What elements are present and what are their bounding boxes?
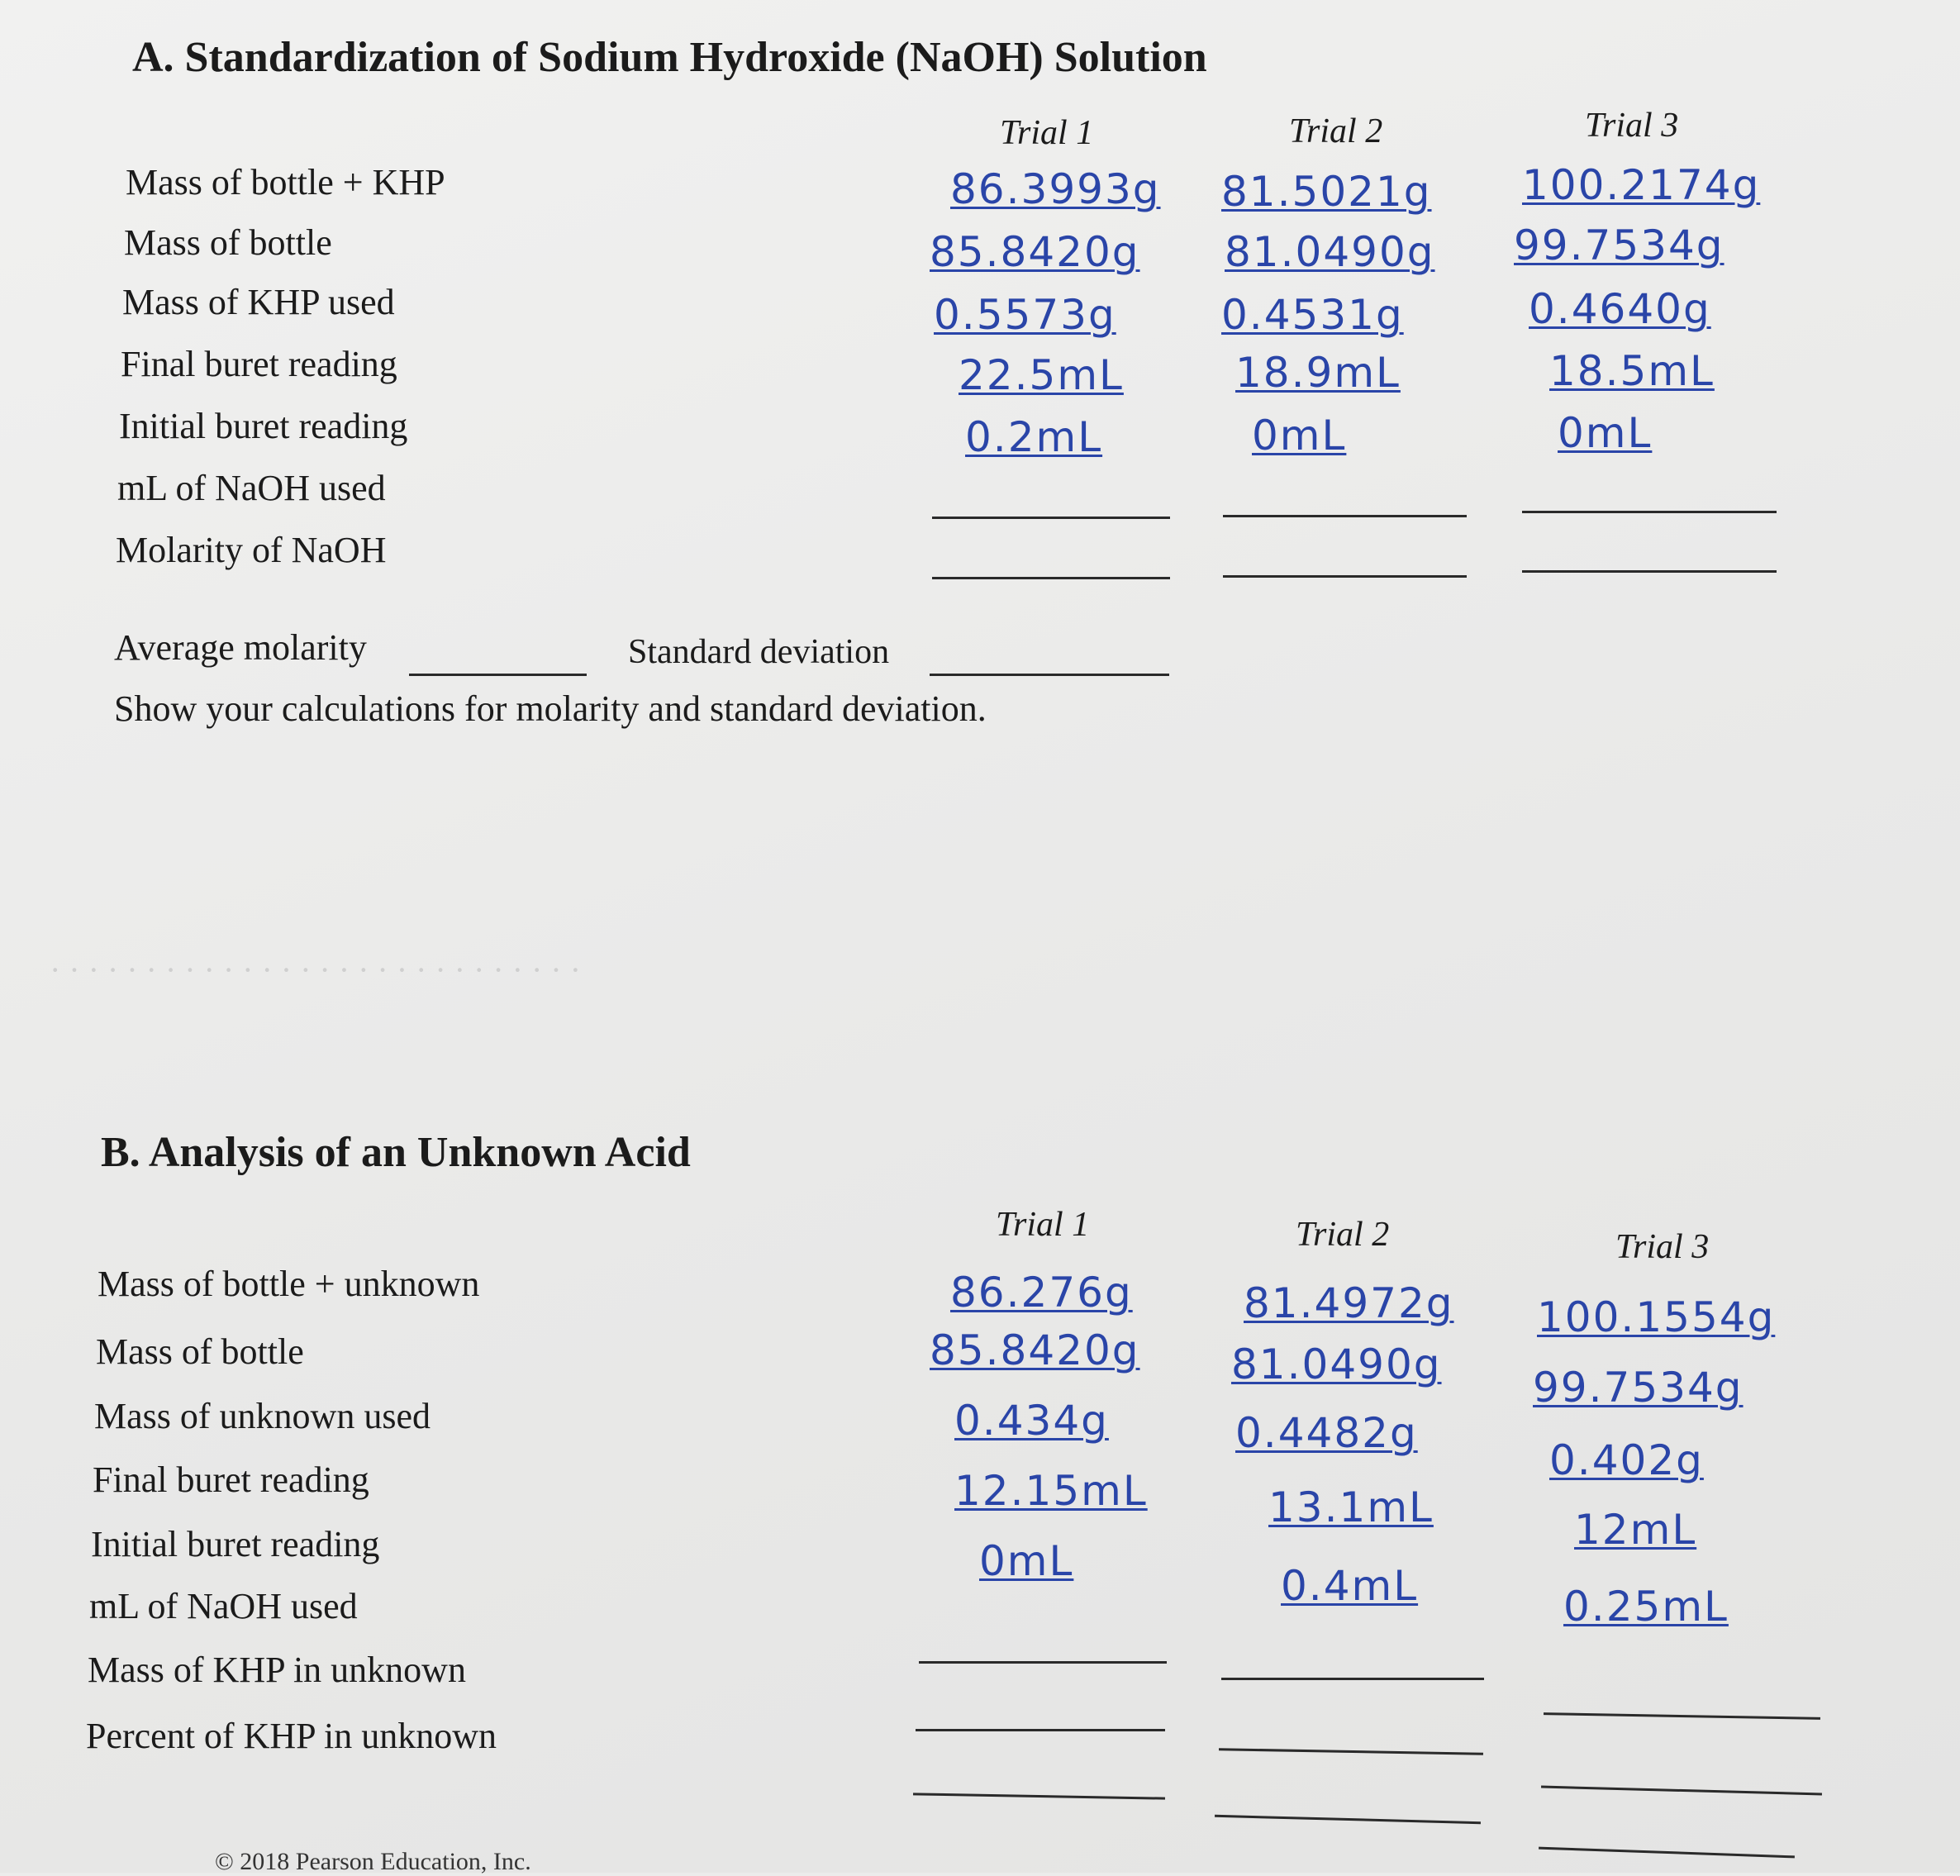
section-a-row-label: Final buret reading (121, 344, 397, 384)
section-a-value-cell: 81.0490g (1225, 228, 1435, 276)
answer-blank[interactable] (1221, 1678, 1484, 1680)
section-b-value-cell: 0mL (979, 1537, 1074, 1585)
section-a-row-label: mL of NaOH used (117, 468, 386, 508)
bleed-through-text: · · · · · · · · · · · · · · · · · · · · · · · · · · · · (50, 951, 581, 988)
section-a-row-label: Mass of bottle + KHP (126, 162, 445, 202)
section-a-trial-2-header: Trial 2 (1289, 112, 1383, 150)
answer-blank[interactable] (919, 1661, 1167, 1664)
section-b-row-label: Mass of bottle (96, 1331, 304, 1372)
answer-blank[interactable] (1219, 1748, 1483, 1755)
section-b-value-cell: 0.4482g (1235, 1409, 1418, 1457)
section-a-value-cell: 0.4531g (1221, 291, 1404, 339)
answer-blank[interactable] (1215, 1815, 1481, 1824)
section-a-title: A. Standardization of Sodium Hydroxide (NaOH) Solution (132, 34, 1207, 81)
section-a-row-label: Mass of bottle (124, 222, 332, 263)
answer-blank[interactable] (1223, 575, 1467, 578)
section-b-row-label: Mass of bottle + unknown (98, 1264, 480, 1304)
answer-blank[interactable] (916, 1729, 1165, 1731)
section-b-value-cell: 81.0490g (1231, 1340, 1442, 1388)
section-a-value-cell: 0.4640g (1529, 285, 1711, 333)
section-b-row-label: Mass of KHP in unknown (88, 1650, 466, 1690)
section-a-trial-1-header: Trial 1 (1000, 114, 1094, 152)
section-b-value-cell: 12.15mL (954, 1467, 1148, 1515)
answer-blank[interactable] (1522, 570, 1777, 573)
section-b-value-cell: 0.4mL (1281, 1562, 1419, 1610)
section-b-value-cell: 13.1mL (1268, 1483, 1434, 1531)
answer-blank[interactable] (1544, 1712, 1820, 1720)
section-a-value-cell: 86.3993g (950, 165, 1161, 213)
section-a-value-cell: 0.5573g (934, 291, 1116, 339)
answer-blank[interactable] (932, 577, 1170, 579)
section-a-value-cell: 81.5021g (1221, 168, 1432, 216)
answer-blank[interactable] (1541, 1786, 1822, 1796)
section-b-row-label: Percent of KHP in unknown (86, 1716, 497, 1756)
section-b-value-cell: 86.276g (950, 1269, 1133, 1317)
section-b-trial-1-header: Trial 1 (996, 1206, 1090, 1244)
section-b-trial-2-header: Trial 2 (1296, 1216, 1390, 1254)
copyright-footer: © 2018 Pearson Education, Inc. (215, 1848, 531, 1875)
section-a-value-cell: 99.7534g (1514, 221, 1725, 269)
section-a-value-cell: 18.5mL (1549, 347, 1715, 395)
section-b-value-cell: 99.7534g (1533, 1364, 1744, 1412)
section-b-row-label: Initial buret reading (91, 1524, 380, 1564)
section-a-value-cell: 18.9mL (1235, 349, 1401, 397)
calculation-instructions: Show your calculations for molarity and standard deviation. (114, 688, 987, 729)
answer-blank[interactable] (913, 1793, 1165, 1799)
section-b-value-cell: 100.1554g (1537, 1293, 1776, 1341)
standard-deviation-label: Standard deviation (628, 633, 890, 671)
section-a-value-cell: 85.8420g (930, 228, 1140, 276)
section-a-row-label: Initial buret reading (119, 406, 408, 446)
section-a-row-label: Molarity of NaOH (116, 530, 387, 570)
section-b-value-cell: 0.25mL (1563, 1583, 1729, 1631)
section-b-title: B. Analysis of an Unknown Acid (101, 1129, 691, 1176)
section-a-value-cell: 0mL (1558, 409, 1653, 457)
answer-blank[interactable] (1522, 511, 1777, 513)
answer-blank[interactable] (932, 517, 1170, 519)
section-b-value-cell: 0.402g (1549, 1436, 1704, 1484)
section-b-value-cell: 0.434g (954, 1397, 1109, 1445)
section-b-value-cell: 12mL (1574, 1506, 1697, 1554)
section-a-trial-3-header: Trial 3 (1585, 107, 1679, 145)
section-b-row-label: Final buret reading (93, 1459, 369, 1500)
section-b-trial-3-header: Trial 3 (1615, 1228, 1710, 1266)
section-b-value-cell: 85.8420g (930, 1326, 1140, 1374)
answer-blank[interactable] (1223, 515, 1467, 517)
answer-blank[interactable] (1539, 1847, 1795, 1859)
section-a-row-label: Mass of KHP used (122, 282, 395, 322)
average-molarity-blank[interactable] (409, 674, 587, 676)
average-molarity-label: Average molarity (114, 627, 367, 668)
section-a-value-cell: 0mL (1252, 412, 1347, 459)
section-a-value-cell: 100.2174g (1522, 161, 1761, 209)
section-b-row-label: mL of NaOH used (89, 1586, 358, 1626)
section-b-value-cell: 81.4972g (1244, 1279, 1454, 1327)
section-b-row-label: Mass of unknown used (94, 1396, 431, 1436)
section-a-value-cell: 0.2mL (965, 413, 1103, 461)
standard-deviation-blank[interactable] (930, 674, 1169, 676)
section-a-value-cell: 22.5mL (959, 351, 1124, 399)
